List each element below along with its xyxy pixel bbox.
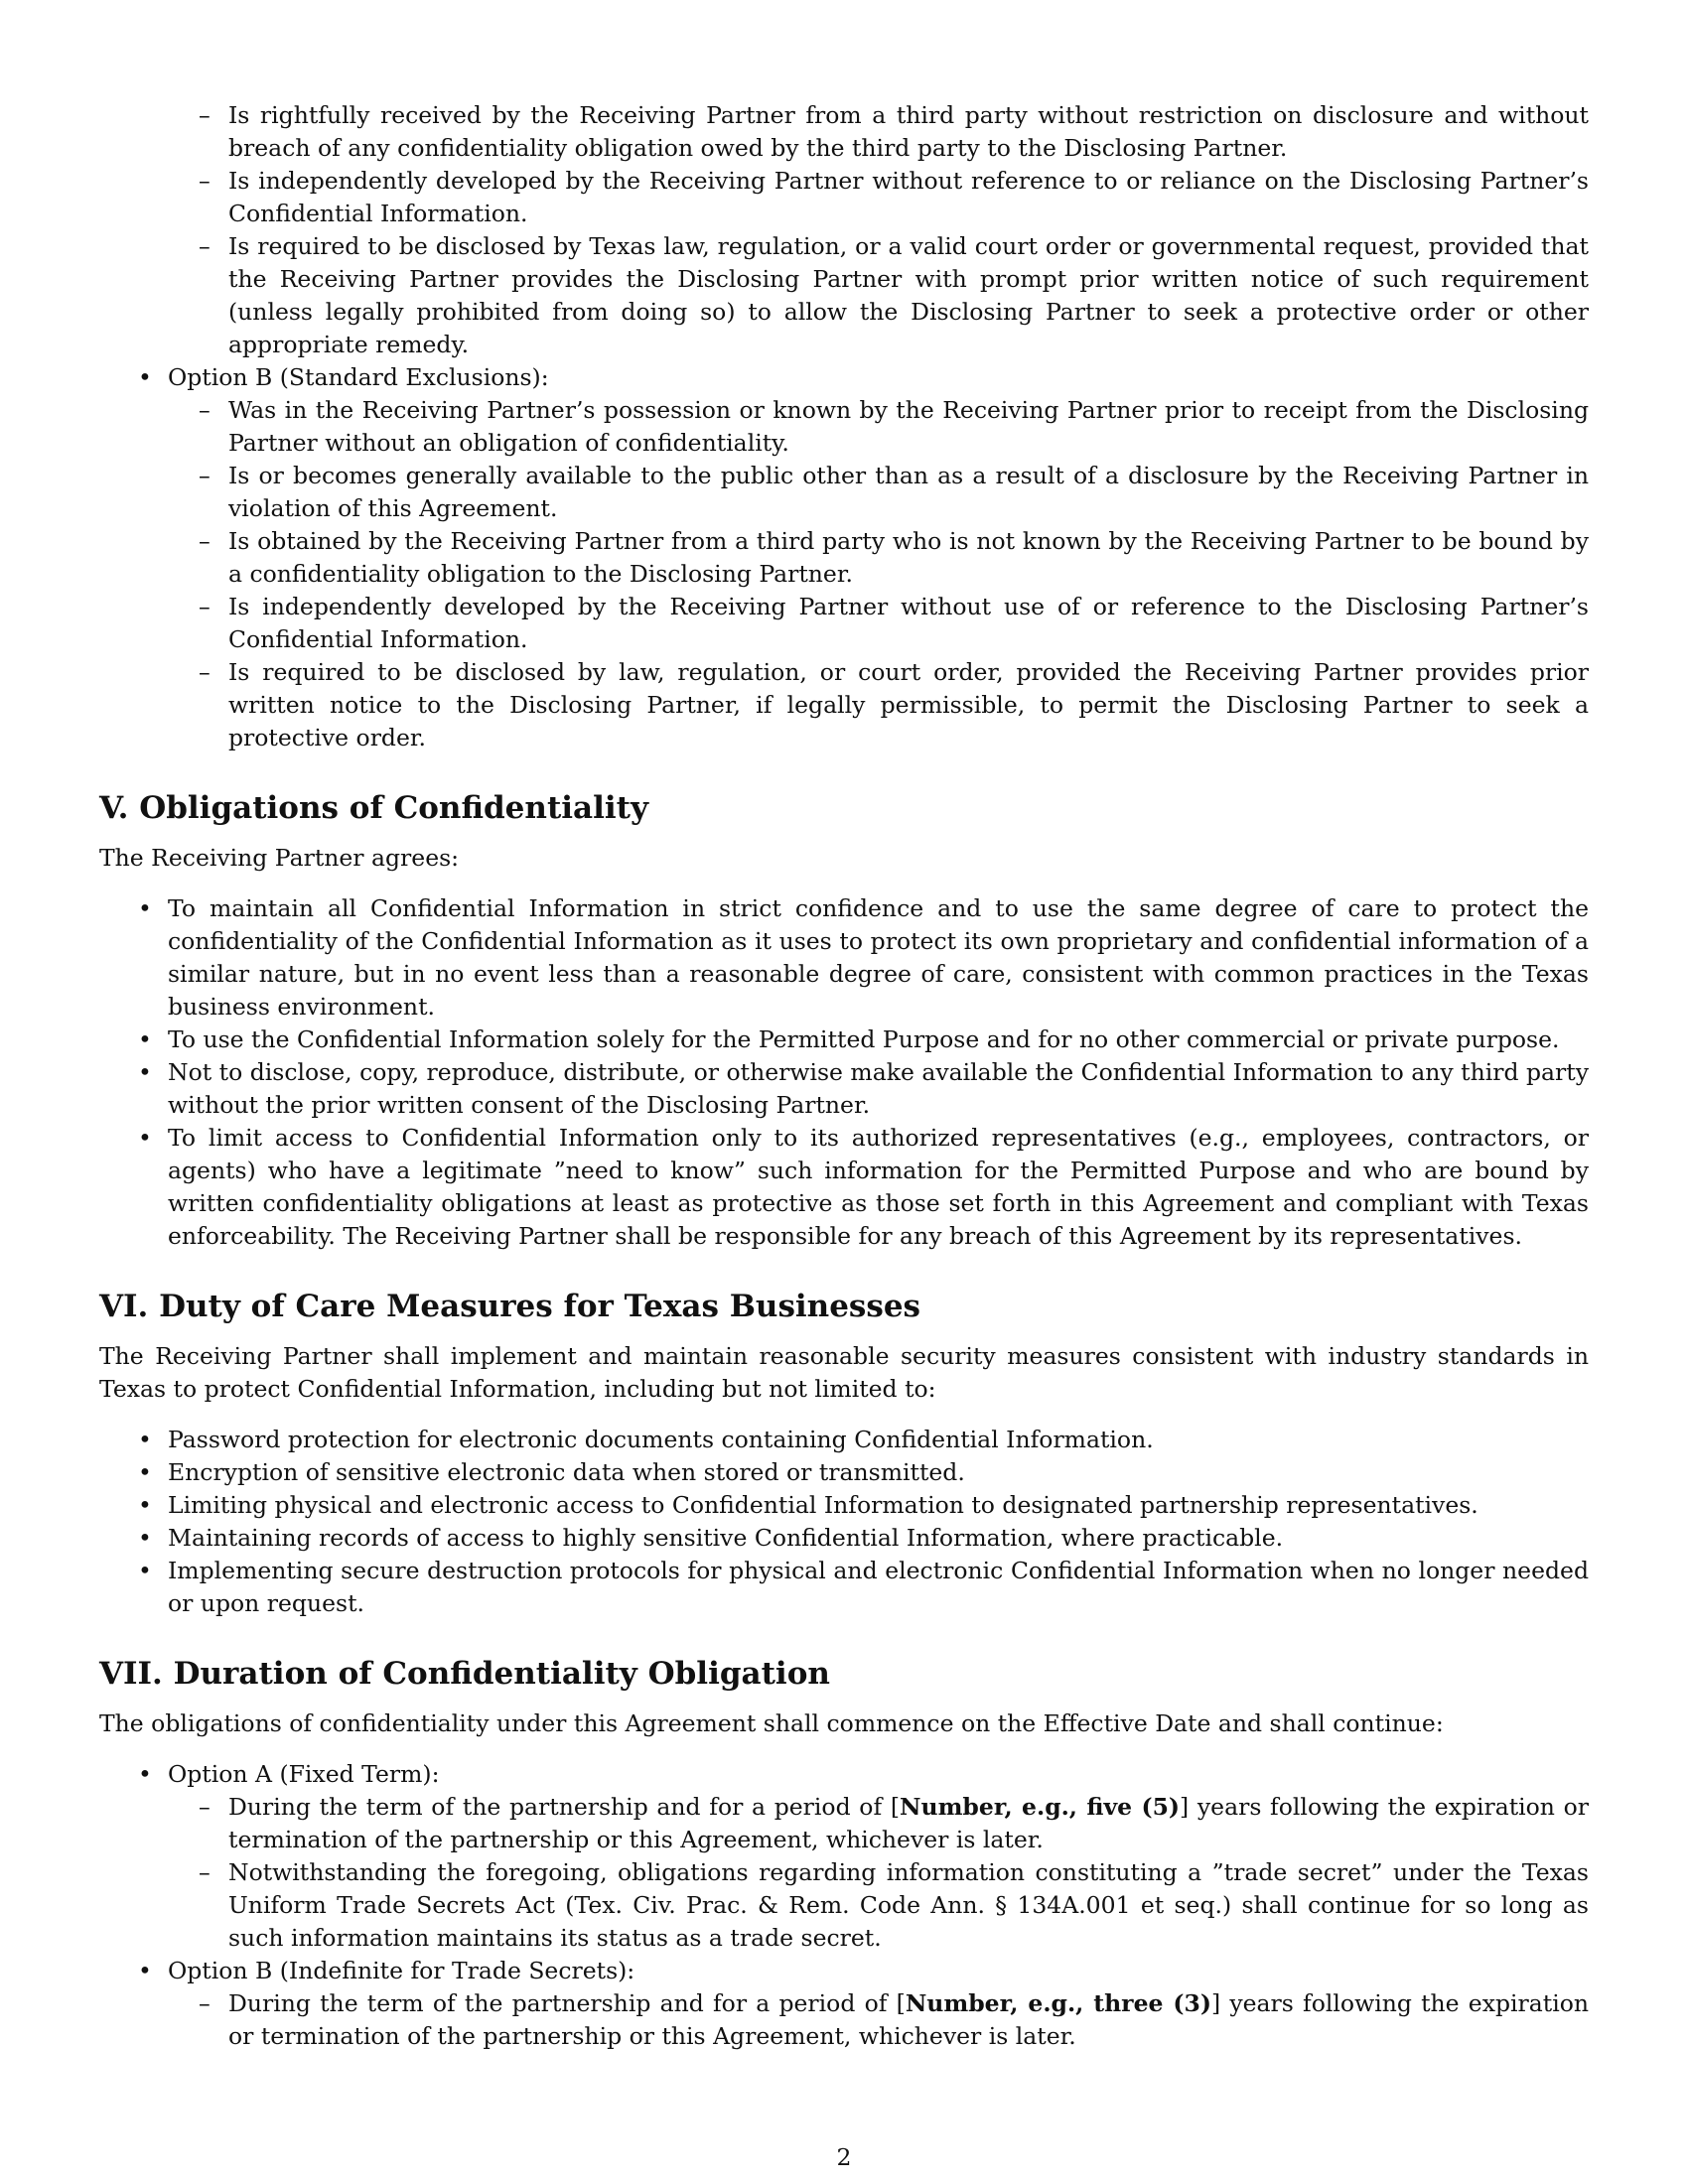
list-item: • To use the Confidential Information solely for the Permitted Purpose and for no other commercial or private purpose. xyxy=(99,1024,1589,1056)
list-item: • Not to disclose, copy, reproduce, distribute, or otherwise make available the Confidential Information to any third party without the prior written consent of the Disclosing Partner. xyxy=(99,1056,1589,1122)
list-item: – Is independently developed by the Receiving Partner without use of or reference to the Disclosing Partner’s Confidential Information. xyxy=(168,591,1589,656)
list-item: – Is or becomes generally available to the public other than as a result of a disclosure by the Receiving Partner in violation of this Agreement. xyxy=(168,460,1589,525)
placeholder-number: Number, e.g., three (3) xyxy=(905,1989,1211,2017)
page-content xyxy=(99,99,1589,2053)
list-item: – Is required to be disclosed by law, regulation, or court order, provided the Receiving Partner provides prior written notice to the Disclosing Partner, if legally permissible, to permit the Disclosing Partner to seek a protective order. xyxy=(168,656,1589,754)
list-item: – Is independently developed by the Receiving Partner without reference to or reliance on the Disclosing Partner’s Confidential Information. xyxy=(99,165,1589,230)
section-7-list xyxy=(99,1758,1589,2053)
list-item: – Is obtained by the Receiving Partner from a third party who is not known by the Receiving Partner to be bound by a confidentiality obligation to the Disclosing Partner. xyxy=(168,525,1589,591)
section-5-intro: The Receiving Partner agrees: xyxy=(99,844,460,872)
list-item: • Password protection for electronic documents containing Confidential Information. xyxy=(99,1424,1589,1456)
list-item: – Was in the Receiving Partner’s possession or known by the Receiving Partner prior to receipt from the Disclosing Partner without an obligation of confidentiality. xyxy=(168,394,1589,460)
list-item: – Notwithstanding the foregoing, obligations regarding information constituting a ”trade secret” under the Texas Uniform Trade Secrets Act (Tex. Civ. Prac. & Rem. Code Ann. § 134A.001 et seq.) shall continue for so long as such information maintains its status as a trade secret. xyxy=(168,1856,1589,1955)
list-item: – Is rightfully received by the Receiving Partner from a third party without restriction on disclosure and without breach of any confidentiality obligation owed by the third party to the Disclosing Partner. xyxy=(99,99,1589,165)
list-item: • Maintaining records of access to highly sensitive Confidential Information, where practicable. xyxy=(99,1522,1589,1555)
option-a-sublist xyxy=(168,1791,1589,1955)
list-item: – Is required to be disclosed by Texas law, regulation, or a valid court order or governmental request, provided that the Receiving Partner provides the Disclosing Partner with prompt prior written notice of such requirement (unless legally prohibited from doing so) to allow the Disclosing Partner to seek a protective order or other appropriate remedy. xyxy=(99,230,1589,361)
list-item: • To maintain all Confidential Information in strict confidence and to use the same degree of care to protect the confidentiality of the Confidential Information as it uses to protect its own proprietary and confidential information of a similar nature, but in no event less than a reasonable degree of care, consistent with common practices in the Texas business environment. xyxy=(99,892,1589,1024)
section-7-heading: VII. Duration of Confidentiality Obligation xyxy=(99,1656,830,1692)
exclusions-list-continued xyxy=(99,99,1589,361)
section-5-heading: V. Obligations of Confidentiality xyxy=(99,790,649,826)
option-b-item xyxy=(99,361,1589,754)
option-b-indefinite-item xyxy=(99,1955,1589,2053)
option-a-label: Option A (Fixed Term): xyxy=(168,1760,440,1788)
placeholder-number: Number, e.g., five (5) xyxy=(900,1793,1181,1821)
option-b-sublist xyxy=(168,394,1589,754)
list-item: • Implementing secure destruction protocols for physical and electronic Confidential Information when no longer needed or upon request. xyxy=(99,1555,1589,1620)
option-b-label: Option B (Standard Exclusions): xyxy=(168,363,549,391)
list-item: – During the term of the partnership and for a period of [Number, e.g., five (5)] years following the expiration or termination of the partnership or this Agreement, whichever is later. xyxy=(168,1791,1589,1856)
section-6-list xyxy=(99,1424,1589,1620)
list-item: • To limit access to Confidential Information only to its authorized representatives (e.g., employees, contractors, or agents) who have a legitimate ”need to know” such information for the Permitted Purpose and who are bound by written confidentiality obligations at least as protective as those set forth in this Agreement and compliant with Texas enforceability. The Receiving Partner shall be responsible for any breach of this Agreement by its representatives. xyxy=(99,1122,1589,1253)
list-item: – During the term of the partnership and for a period of [Number, e.g., three (3)] years following the expiration or termination of the partnership or this Agreement, whichever is later. xyxy=(168,1987,1589,2053)
page-number: 2 xyxy=(836,2143,852,2171)
section-6-intro: The Receiving Partner shall implement and maintain reasonable security measures consistent with industry standards in Texas to protect Confidential Information, including but not limited to: xyxy=(99,1342,1589,1403)
option-b-indefinite-label: Option B (Indefinite for Trade Secrets): xyxy=(168,1957,635,1984)
option-b-list xyxy=(99,361,1589,754)
list-item: • Encryption of sensitive electronic data when stored or transmitted. xyxy=(99,1456,1589,1489)
section-7-intro: The obligations of confidentiality under this Agreement shall commence on the Effective Date and shall continue: xyxy=(99,1709,1444,1737)
section-5-list xyxy=(99,892,1589,1253)
option-a-item xyxy=(99,1758,1589,1955)
list-item: • Limiting physical and electronic access to Confidential Information to designated partnership representatives. xyxy=(99,1489,1589,1522)
section-6-heading: VI. Duty of Care Measures for Texas Businesses xyxy=(99,1289,921,1324)
option-b-indefinite-sublist xyxy=(168,1987,1589,2053)
